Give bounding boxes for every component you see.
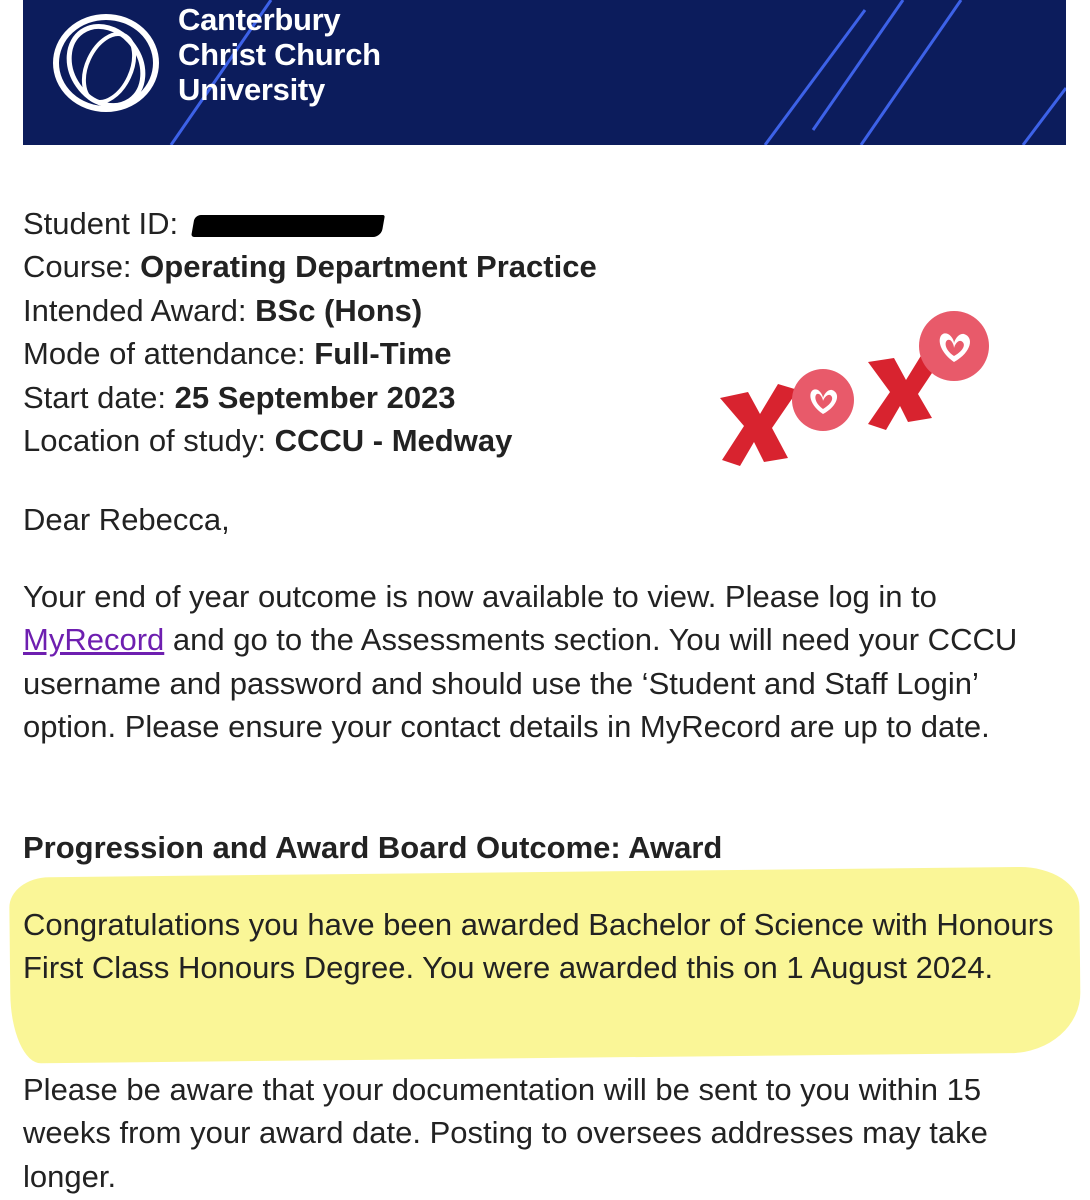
p1-text-before: Your end of year outcome is now available to view. Please log in to xyxy=(23,579,937,614)
outcome-available-paragraph xyxy=(23,575,1063,749)
greeting: Dear Rebecca, xyxy=(23,502,230,537)
mode-label: Mode of attendance: xyxy=(23,336,306,372)
outcome-heading: Progression and Award Board Outcome: Award xyxy=(23,830,723,865)
location-label: Location of study: xyxy=(23,423,266,459)
congratulations-paragraph: Congratulations you have been awarded Bachelor of Science with Honours First Class Honours Degree. You were awarded this on 1 August 2024. xyxy=(23,907,1054,986)
myrecord-link[interactable]: MyRecord xyxy=(23,622,165,658)
student-id-label: Student ID: xyxy=(23,206,179,241)
course-label: Course: xyxy=(23,249,132,285)
award-value: BSc (Hons) xyxy=(255,292,423,328)
university-name-line-3: University xyxy=(178,72,325,107)
award-label: Intended Award: xyxy=(23,292,247,328)
ring-logo-icon xyxy=(51,8,161,118)
redacted-student-id xyxy=(191,215,385,237)
p1-text-after: and go to the Assessments section. You will need your CCCU username and password and should use the ‘Student and Staff Login’ option. Please ensure your contact details in MyRecord are up to date. xyxy=(23,622,1018,745)
documentation-paragraph: Please be aware that your documentation will be sent to you within 15 weeks from your award date. Posting to oversees addresses may take longer. xyxy=(23,1072,988,1194)
university-name-line-1: Canterbury xyxy=(178,2,341,37)
start-date-value: 25 September 2023 xyxy=(174,379,456,415)
university-header-banner xyxy=(23,0,1066,145)
start-date-label: Start date: xyxy=(23,379,167,415)
xoxo-hearts-icon xyxy=(710,310,1000,470)
university-name-line-2: Christ Church xyxy=(178,37,381,72)
course-value: Operating Department Practice xyxy=(140,249,597,285)
student-id-row xyxy=(23,202,1063,245)
course-row xyxy=(23,245,1063,288)
location-value: CCCU - Medway xyxy=(274,423,513,459)
mode-value: Full-Time xyxy=(314,336,452,372)
university-name xyxy=(178,2,381,107)
